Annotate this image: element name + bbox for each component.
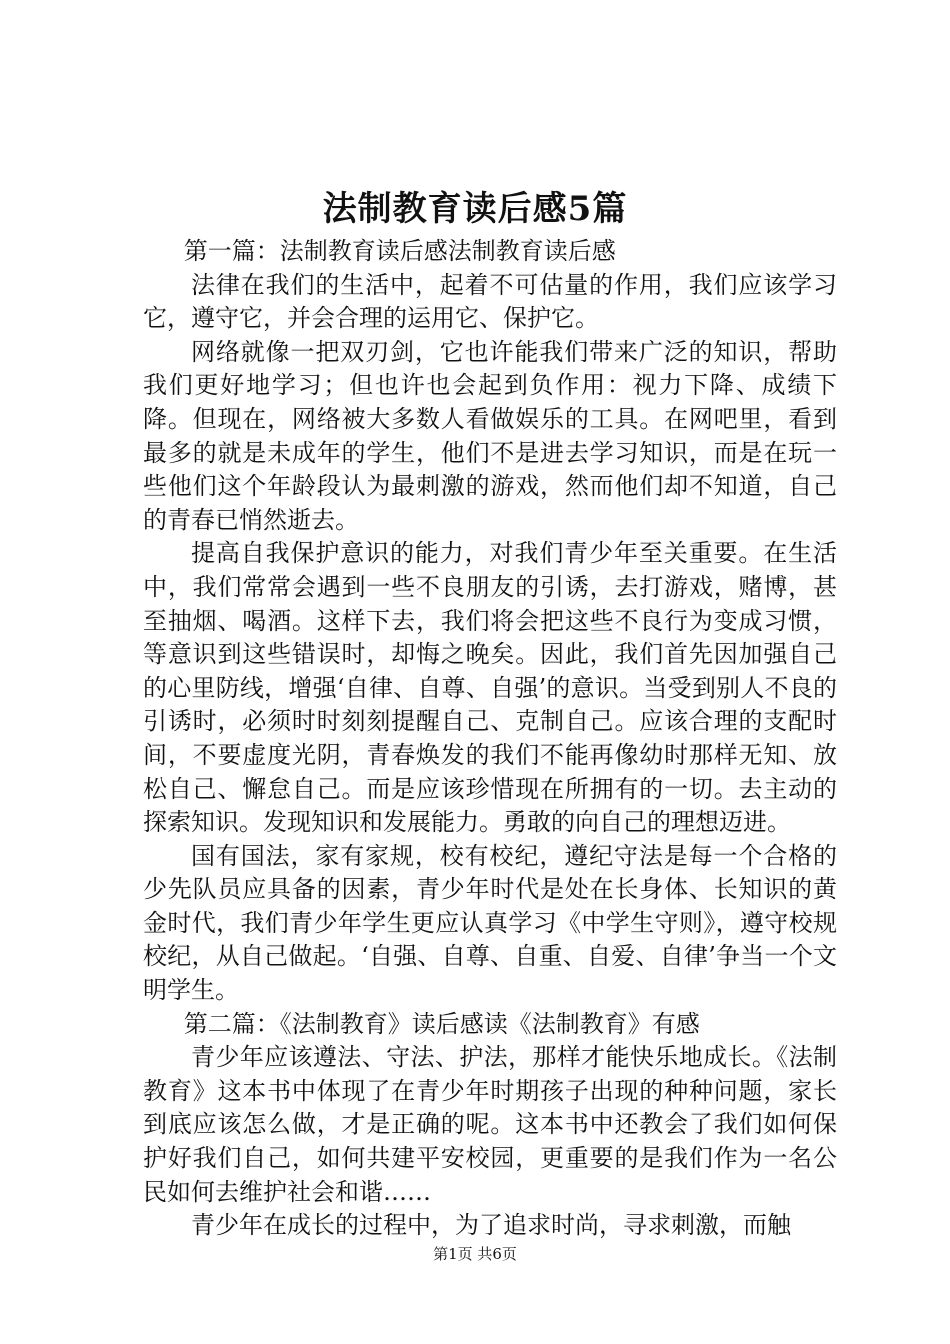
- section-heading-1: 第一篇：法制教育读后感法制教育读后感: [183, 237, 616, 265]
- body-paragraph: 国有国法，家有家规，校有校纪，遵纪守法是每一个合格的少先队员应具备的因素，青少年时代是处在长身体、长知识的黄金时代，我们青少年学生更应认真学习《中学生守则》，遵守校规校纪，从自己做起。‘自强、自尊、自重、自爱、自律’争当一个文明学生。: [143, 841, 837, 1005]
- body-paragraph: 网络就像一把双刃剑，它也许能我们带来广泛的知识，帮助我们更好地学习；但也许也会起到负作用：视力下降、成绩下降。但现在，网络被大多数人看做娱乐的工具。在网吧里，看到最多的就是未成年的学生，他们不是进去学习知识，而是在玩一些他们这个年龄段认为最刺激的游戏，然而他们却不知道，自己的青春已悄然逝去。: [143, 337, 837, 534]
- document-body: [143, 235, 837, 1243]
- body-paragraph: 提高自我保护意识的能力，对我们青少年至关重要。在生活中，我们常常会遇到一些不良朋友的引诱，去打游戏，赌博，甚至抽烟、喝酒。这样下去，我们将会把这些不良行为变成习惯，等意识到这些错误时，却悔之晚矣。因此，我们首先因加强自己的心里防线，增强‘自律、自尊、自强’的意识。当受到别人不良的引诱时，必须时时刻刻提醒自己、克制自己。应该合理的支配时间，不要虚度光阴，青春焕发的我们不能再像幼时那样无知、放松自己、懈怠自己。而是应该珍惜现在所拥有的一切。去主动的探索知识。发现知识和发展能力。勇敢的向自己的理想迈进。: [143, 539, 837, 837]
- body-paragraph: 青少年在成长的过程中，为了追求时尚，寻求刺激，而触: [191, 1211, 791, 1240]
- body-paragraph: 法律在我们的生活中，起着不可估量的作用，我们应该学习它，遵守它，并会合理的运用它、保护它。: [143, 270, 837, 333]
- body-paragraph: 青少年应该遵法、守法、护法，那样才能快乐地成长。《法制教育》这本书中体现了在青少年时期孩子出现的种种问题，家长到底应该怎么做，才是正确的呢。这本书中还教会了我们如何保护好我们自己，如何共建平安校园，更重要的是我们作为一名公民如何去维护社会和谐……: [143, 1043, 837, 1206]
- document-title: 法制教育读后感5篇: [322, 189, 628, 229]
- page-number-footer: 第1页 共6页: [433, 1245, 517, 1263]
- section-heading-2: 第二篇：《法制教育》读后感读《法制教育》有感: [183, 1009, 700, 1038]
